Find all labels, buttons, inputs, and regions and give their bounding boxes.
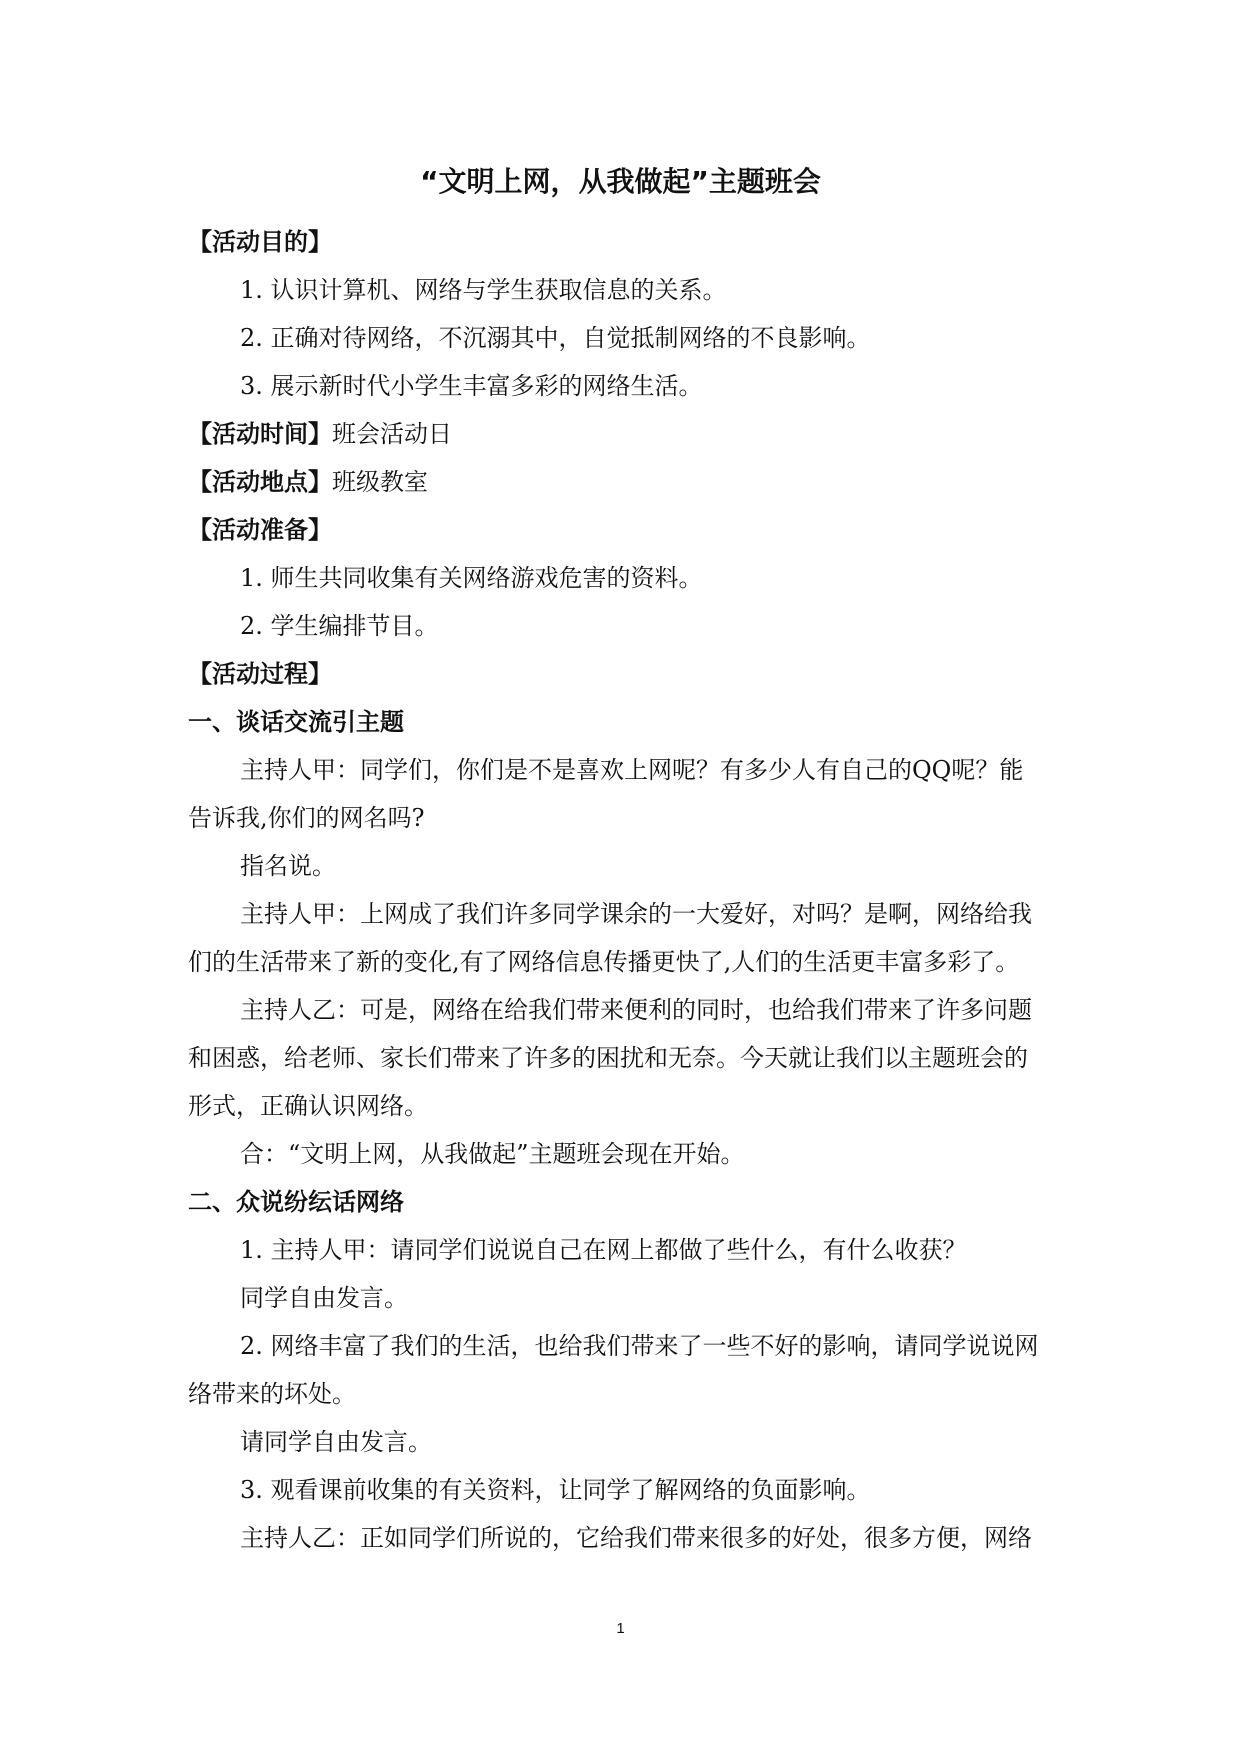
section-heading-preparation: 【活动准备】 bbox=[188, 516, 332, 544]
preparation-item-1: 1. 师生共同收集有关网络游戏危害的资料。 bbox=[240, 564, 703, 592]
preparation-item-2: 2. 学生编排节目。 bbox=[240, 612, 439, 640]
paragraph-line: 告诉我,你们的网名吗? bbox=[188, 804, 425, 832]
document-title: “文明上网，从我做起”主题班会 bbox=[420, 165, 821, 198]
activity-time-label: 【活动时间】 bbox=[188, 420, 332, 448]
paragraph-line: 主持人甲：同学们，你们是不是喜欢上网呢？有多少人有自己的QQ呢？能 bbox=[240, 756, 1024, 784]
paragraph-line: 同学自由发言。 bbox=[240, 1284, 408, 1312]
section-heading-process: 【活动过程】 bbox=[188, 660, 332, 688]
paragraph-line: 请同学自由发言。 bbox=[240, 1428, 432, 1456]
activity-location-value: 班级教室 bbox=[332, 468, 428, 496]
purpose-item-3: 3. 展示新时代小学生丰富多彩的网络生活。 bbox=[240, 372, 703, 400]
activity-time-value: 班会活动日 bbox=[332, 420, 452, 448]
paragraph-line: 和困惑，给老师、家长们带来了许多的困扰和无奈。今天就让我们以主题班会的 bbox=[188, 1044, 1028, 1072]
paragraph-line: 3. 观看课前收集的有关资料，让同学了解网络的负面影响。 bbox=[240, 1476, 871, 1504]
paragraph-line: 形式，正确认识网络。 bbox=[188, 1092, 428, 1120]
purpose-item-1: 1. 认识计算机、网络与学生获取信息的关系。 bbox=[240, 276, 727, 304]
paragraph-line: 络带来的坏处。 bbox=[188, 1380, 356, 1408]
paragraph-line: 2. 网络丰富了我们的生活，也给我们带来了一些不好的影响，请同学说说网 bbox=[240, 1332, 1039, 1360]
paragraph-line: 主持人乙：可是，网络在给我们带来便利的同时，也给我们带来了许多问题 bbox=[240, 996, 1032, 1024]
paragraph-line: 主持人乙：正如同学们所说的，它给我们带来很多的好处，很多方便，网络 bbox=[240, 1524, 1032, 1552]
paragraph-line: 1. 主持人甲：请同学们说说自己在网上都做了些什么，有什么收获？ bbox=[240, 1236, 967, 1264]
subsection-heading-2: 二、众说纷纭话网络 bbox=[188, 1188, 404, 1216]
purpose-item-2: 2. 正确对待网络，不沉溺其中，自觉抵制网络的不良影响。 bbox=[240, 324, 871, 352]
subsection-heading-1: 一、谈话交流引主题 bbox=[188, 708, 404, 736]
activity-time-row bbox=[188, 418, 452, 450]
page-number: 1 bbox=[616, 1620, 625, 1637]
paragraph-line: 们的生活带来了新的变化,有了网络信息传播更快了,人们的生活更丰富多彩了。 bbox=[188, 948, 1020, 976]
section-heading-purpose: 【活动目的】 bbox=[188, 228, 332, 256]
activity-location-row bbox=[188, 466, 428, 498]
activity-location-label: 【活动地点】 bbox=[188, 468, 332, 496]
paragraph-line: 主持人甲：上网成了我们许多同学课余的一大爱好，对吗？是啊，网络给我 bbox=[240, 900, 1032, 928]
paragraph-line: 指名说。 bbox=[240, 852, 336, 880]
paragraph-line: 合：“文明上网，从我做起”主题班会现在开始。 bbox=[240, 1140, 745, 1168]
